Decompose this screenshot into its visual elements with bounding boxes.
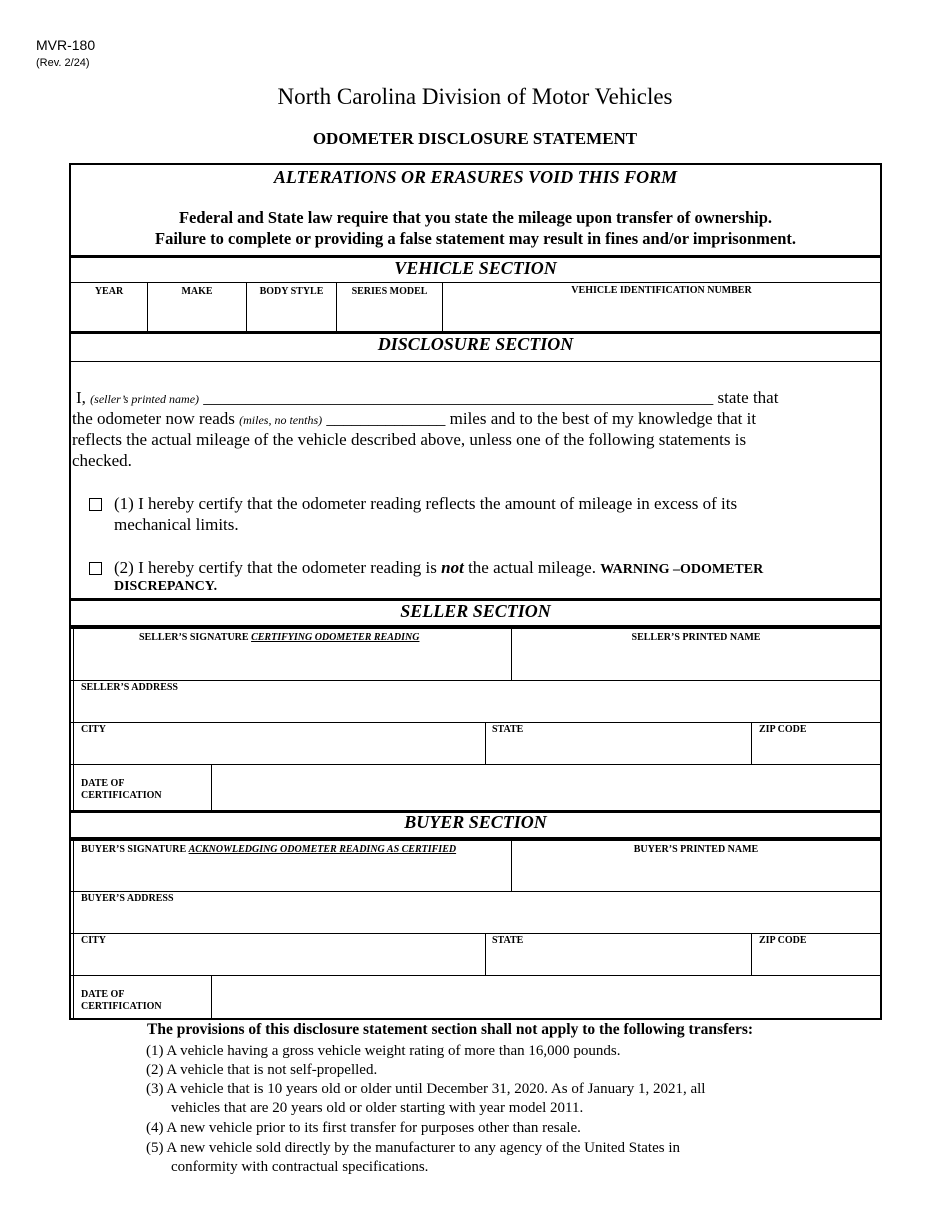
legal-notice-line-2: Failure to complete or providing a false statement may result in fines and/or imprisonment. [154, 229, 797, 248]
divider [211, 975, 212, 1018]
buyer-zip-label: ZIP CODE [759, 935, 807, 946]
buyer-city-field[interactable] [75, 948, 483, 974]
disclosure-text: the odometer now reads [72, 409, 235, 428]
seller-date-field[interactable] [214, 766, 878, 809]
disclosure-section-title: DISCLOSURE SECTION [377, 334, 574, 354]
make-field[interactable] [149, 298, 245, 331]
seller-printed-name-field[interactable] [514, 645, 878, 679]
divider [71, 680, 880, 681]
seller-section-title: SELLER SECTION [400, 601, 551, 621]
buyer-date-label [81, 989, 162, 1013]
buyer-printed-name-field[interactable] [514, 857, 878, 890]
provision-item-2: (2) A vehicle that is not self-propelled. [146, 1062, 378, 1078]
seller-zip-field[interactable] [753, 737, 878, 763]
series-model-field[interactable] [338, 298, 441, 331]
series-model-label: SERIES MODEL [351, 286, 428, 297]
buyer-signature-field[interactable] [75, 857, 509, 890]
form-revision: (Rev. 2/24) [36, 57, 90, 69]
seller-date-label-line-2: CERTIFICATION [81, 790, 162, 801]
document-title: ODOMETER DISCLOSURE STATEMENT [312, 129, 638, 148]
buyer-date-label-line-2: CERTIFICATION [81, 1001, 162, 1012]
divider [211, 764, 212, 810]
divider [71, 975, 880, 976]
provision-item-5-line-1: (5) A new vehicle sold directly by the manufacturer to any agency of the United States in [146, 1140, 681, 1156]
option-2-text-end: the actual mileage. [468, 558, 596, 577]
buyer-signature-label [81, 844, 456, 855]
agency-name: North Carolina Division of Motor Vehicles [277, 84, 673, 109]
odometer-warning-cont: DISCREPANCY. [114, 579, 218, 594]
disclosure-line-1 [76, 387, 778, 410]
option-1-line-2: mechanical limits. [114, 515, 239, 534]
disclosure-text: miles and to the best of my knowledge that it [449, 409, 757, 428]
divider [71, 837, 880, 841]
seller-name-blank[interactable]: ____________________________________________________________ [203, 388, 714, 407]
disclosure-line-2 [72, 408, 756, 431]
buyer-address-field[interactable] [75, 906, 878, 932]
divider [751, 722, 752, 764]
option-2-text [114, 557, 763, 580]
seller-printed-name-label: SELLER’S PRINTED NAME [631, 632, 761, 643]
disclosure-text: I, [76, 388, 86, 407]
vin-label: VEHICLE IDENTIFICATION NUMBER [571, 285, 752, 296]
provisions-heading: The provisions of this disclosure statement section shall not apply to the following transfers: [147, 1021, 754, 1038]
buyer-section-title: BUYER SECTION [404, 812, 547, 832]
body-style-field[interactable] [248, 298, 335, 331]
provision-item-3 [146, 1080, 705, 1118]
divider [485, 933, 486, 975]
buyer-zip-field[interactable] [753, 948, 878, 974]
vin-field[interactable] [444, 298, 878, 331]
seller-state-field[interactable] [487, 737, 749, 763]
buyer-date-field[interactable] [214, 977, 878, 1017]
seller-city-label: CITY [81, 724, 107, 735]
disclosure-text: state that [717, 388, 779, 407]
vehicle-section-title: VEHICLE SECTION [394, 258, 557, 278]
year-label: YEAR [94, 286, 124, 297]
divider [71, 764, 880, 765]
divider [485, 722, 486, 764]
seller-city-field[interactable] [75, 737, 483, 763]
option-1-line-1: (1) I hereby certify that the odometer reading reflects the amount of mileage in excess of its [114, 494, 738, 513]
divider [71, 361, 880, 362]
option-1-text [114, 493, 737, 535]
option-2-text-start: (2) I hereby certify that the odometer reading is [114, 558, 437, 577]
divider [73, 627, 74, 810]
buyer-state-field[interactable] [487, 948, 749, 974]
form-frame [69, 163, 882, 1020]
year-field[interactable] [72, 298, 146, 331]
body-style-label: BODY STYLE [259, 286, 324, 297]
miles-hint: (miles, no tenths) [239, 413, 323, 427]
divider [71, 891, 880, 892]
seller-signature-field[interactable] [75, 645, 509, 679]
provision-item-3-line-1: (3) A vehicle that is 10 years old or older until December 31, 2020. As of January 1, 2021, all [146, 1081, 706, 1097]
seller-date-label-line-1: DATE OF [81, 778, 125, 789]
provision-item-5-line-2: conformity with contractual specifications. [171, 1159, 429, 1175]
make-label: MAKE [181, 286, 213, 297]
excess-mileage-checkbox[interactable] [89, 498, 102, 511]
seller-signature-qualifier: CERTIFYING ODOMETER READING [251, 632, 420, 643]
seller-date-label [81, 778, 162, 802]
buyer-date-label-line-1: DATE OF [81, 989, 125, 1000]
seller-address-label: SELLER’S ADDRESS [81, 682, 178, 693]
divider [71, 933, 880, 934]
provision-item-4: (4) A new vehicle prior to its first transfer for purposes other than resale. [146, 1120, 581, 1136]
buyer-state-label: STATE [492, 935, 524, 946]
provision-item-5 [146, 1139, 680, 1177]
buyer-signature-label-text: BUYER’S SIGNATURE [81, 844, 187, 855]
legal-notice [71, 207, 880, 249]
buyer-printed-name-label: BUYER’S PRINTED NAME [633, 844, 759, 855]
seller-state-label: STATE [492, 724, 524, 735]
legal-notice-line-1: Federal and State law require that you state the mileage upon transfer of ownership. [178, 208, 773, 227]
buyer-city-label: CITY [81, 935, 107, 946]
divider [71, 282, 880, 283]
seller-name-hint: (seller’s printed name) [90, 392, 200, 406]
divider [73, 839, 74, 1018]
seller-address-field[interactable] [75, 695, 878, 721]
buyer-signature-qualifier: ACKNOWLEDGING ODOMETER READING AS CERTIFIED [188, 844, 457, 855]
void-warning: ALTERATIONS OR ERASURES VOID THIS FORM [273, 167, 678, 187]
form-number: MVR-180 [36, 37, 96, 53]
divider [71, 722, 880, 723]
disclosure-line-3: reflects the actual mileage of the vehicle described above, unless one of the following statements is [72, 430, 747, 449]
divider [71, 625, 880, 629]
divider [751, 933, 752, 975]
odometer-warning: WARNING –ODOMETER [600, 562, 764, 577]
seller-signature-label [139, 632, 419, 643]
provision-item-1: (1) A vehicle having a gross vehicle weight rating of more than 16,000 pounds. [146, 1043, 621, 1059]
seller-signature-label-text: SELLER’S SIGNATURE [139, 632, 249, 643]
disclosure-line-4: checked. [72, 451, 132, 470]
seller-zip-label: ZIP CODE [759, 724, 807, 735]
buyer-address-label: BUYER’S ADDRESS [81, 893, 174, 904]
option-2-emphasis: not [441, 558, 464, 577]
not-actual-mileage-checkbox[interactable] [89, 562, 102, 575]
provision-item-3-line-2: vehicles that are 20 years old or older starting with year model 2011. [171, 1100, 584, 1116]
odometer-miles-blank[interactable]: ______________ [326, 409, 446, 428]
